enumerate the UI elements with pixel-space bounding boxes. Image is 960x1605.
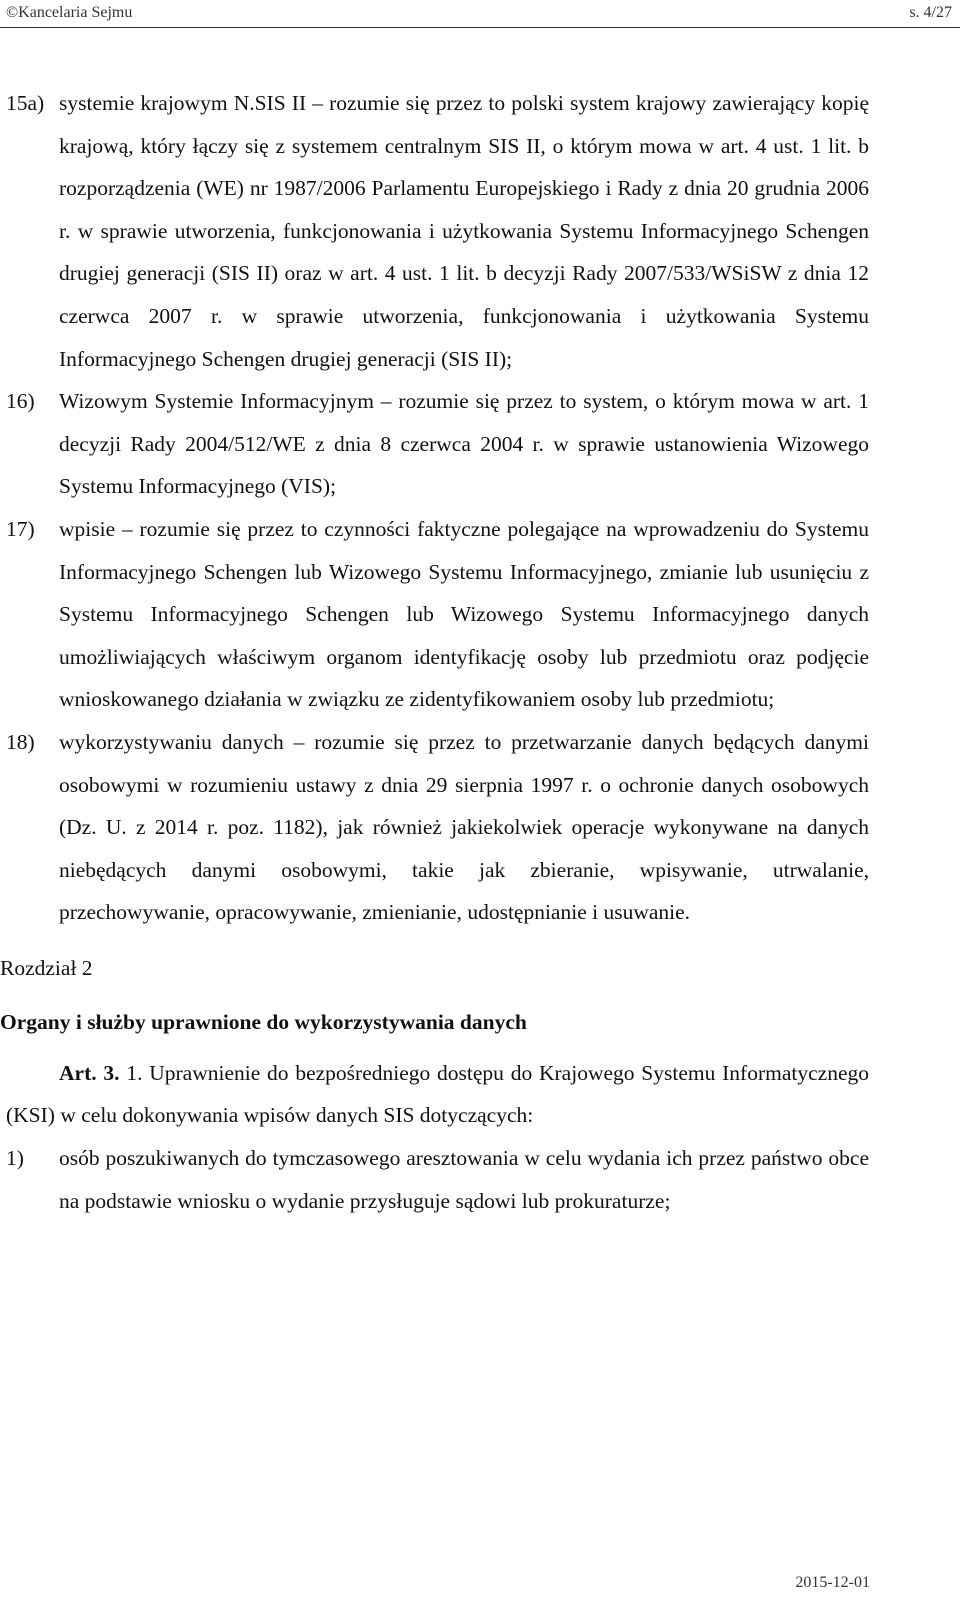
list-item-number: 15a)	[6, 91, 45, 115]
article-paragraph	[0, 1052, 960, 1137]
chapter-number: Rozdział 2	[0, 955, 93, 980]
list-item-text: Wizowym Systemie Informacyjnym – rozumie się przez to system, o którym mowa w art. 1 decyzji Rady 2004/512/WE z dnia 8 czerwca 2004 r. w sprawie ustanowienia Wizowego Systemu Informacyjnego (VIS);	[59, 389, 869, 499]
list-item-number: 16)	[6, 389, 35, 414]
header-source: ©Kancelaria Sejmu	[6, 4, 133, 21]
list-item-number: 18)	[6, 729, 35, 754]
list-item-text: osób poszukiwanych do tymczasowego aresztowania w celu wydania ich przez państwo obce na podstawie wniosku o wydanie przysługuje sądowi lub prokuraturze;	[59, 1146, 869, 1213]
article-list-item	[0, 1137, 960, 1222]
list-item	[0, 380, 960, 508]
document-body	[0, 82, 960, 1222]
list-item	[0, 508, 960, 721]
list-item-text: wpisie – rozumie się przez to czynności faktyczne polegające na wprowadzeniu do Systemu Informacyjnego Schengen lub Wizowego Systemu Informacyjnego, zmianie lub usunięciu z Systemu Informacyjnego Schengen lub Wizowego Systemu Informacyjnego danych umożliwiających właściwym organom identyfikację osoby lub przedmiotu oraz podjęcie wnioskowanego działania w związku ze zidentyfikowaniem osoby lub przedmiotu;	[59, 516, 869, 712]
article-label: Art. 3.	[59, 1060, 120, 1085]
list-item-number: 1)	[6, 1146, 24, 1171]
article-text: 1. Uprawnienie do bezpośredniego dostępu do Krajowego Systemu Informatycznego (KSI) w celu dokonywania wpisów danych SIS dotyczących:	[6, 1060, 869, 1128]
page-header	[0, 0, 960, 28]
footer-date: 2015-12-01	[795, 1574, 870, 1591]
chapter-title: Organy i służby uprawnione do wykorzystywania danych	[0, 1009, 527, 1034]
list-item-text: wykorzystywaniu danych – rozumie się przez to przetwarzanie danych będących danymi osobowymi w rozumieniu ustawy z dnia 29 sierpnia 1997 r. o ochronie danych osobowych (Dz. U. z 2014 r. poz. 1182), jak również jakiekolwiek operacje wykonywane na danych niebędących danymi osobowymi, takie jak zbieranie, wpisywanie, utrwalanie, przechowywanie, opracowywanie, zmienianie, udostępnianie i usuwanie.	[59, 729, 869, 925]
list-item-text: systemie krajowym N.SIS II – rozumie się przez to polski system krajowy zawierający kopię krajową, który łączy się z systemem centralnym SIS II, o którym mowa w art. 4 ust. 1 lit. b rozporządzenia (WE) nr 1987/2006 Parlamentu Europejskiego i Rady z dnia 20 grudnia 2006 r. w sprawie utworzenia, funkcjonowania i użytkowania Systemu Informacyjnego Schengen drugiej generacji (SIS II) oraz w art. 4 ust. 1 lit. b decyzji Rady 2007/533/WSiSW z dnia 12 czerwca 2007 r. w sprawie utworzenia, funkcjonowania i użytkowania Systemu Informacyjnego Schengen drugiej generacji (SIS II);	[59, 91, 869, 371]
header-page-number: s. 4/27	[909, 4, 952, 21]
list-item	[0, 721, 960, 934]
list-item	[0, 82, 960, 380]
list-item-number: 17)	[6, 516, 35, 541]
